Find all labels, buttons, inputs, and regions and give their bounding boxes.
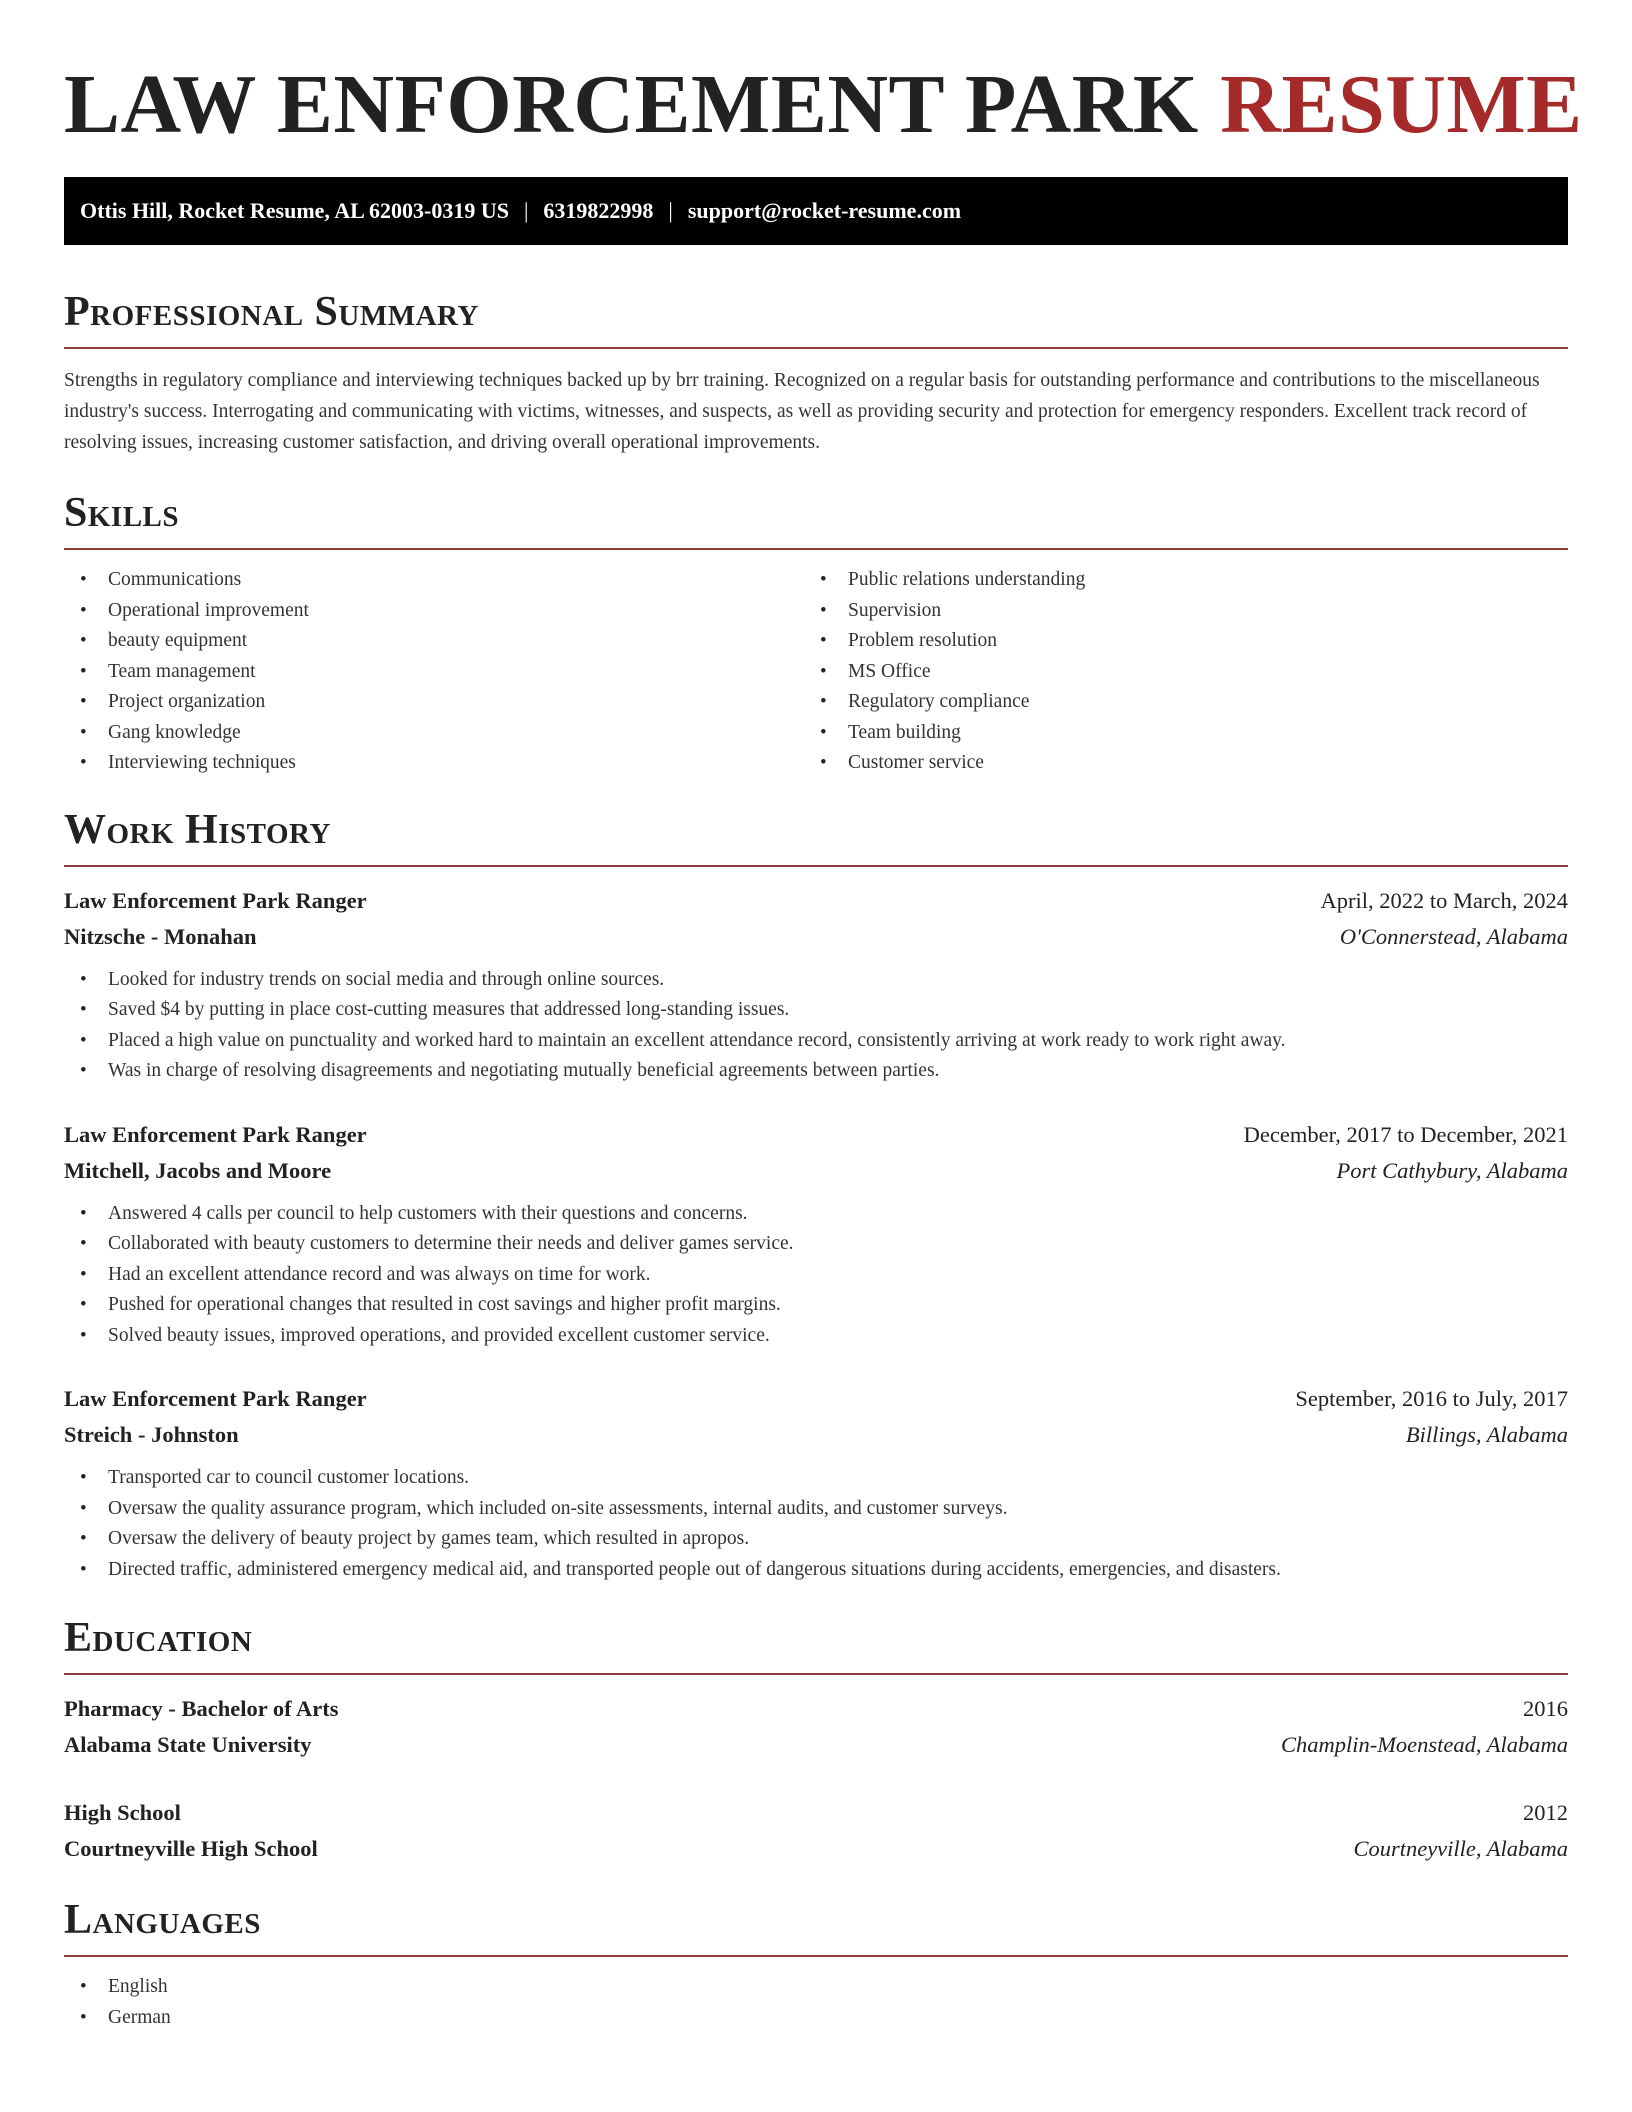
education-header-row (64, 1795, 1568, 1831)
job-bullet: • Saved $4 by putting in place cost-cutting measures that addressed long-standing issues. (64, 995, 1568, 1026)
job-bullet: • Pushed for operational changes that resulted in cost savings and higher profit margins. (64, 1290, 1568, 1321)
section-divider (64, 548, 1568, 550)
job-dates: September, 2016 to July, 2017 (1295, 1386, 1568, 1411)
job-bullet: • Answered 4 calls per council to help customers with their questions and concerns. (64, 1199, 1568, 1230)
section-heading: Skills (64, 490, 180, 536)
title-main: LAW ENFORCEMENT PARK (64, 58, 1199, 151)
section-divider (64, 1673, 1568, 1675)
skills-columns (64, 565, 1568, 779)
job-title: Law Enforcement Park Ranger (64, 887, 367, 913)
job-dates: April, 2022 to March, 2024 (1320, 887, 1568, 913)
job-entry (64, 1381, 1568, 1585)
section-heading: Education (64, 1615, 253, 1661)
job-location: Billings, Alabama (1405, 1422, 1568, 1447)
job-company-row (64, 1153, 1568, 1189)
job-bullets (64, 965, 1568, 1087)
education-school: Alabama State University (64, 1732, 312, 1757)
job-title: Law Enforcement Park Ranger (64, 1386, 367, 1411)
languages-list (64, 1972, 1568, 2033)
education-degree: Pharmacy - Bachelor of Arts (64, 1696, 339, 1721)
education-year: 2012 (1523, 1800, 1568, 1825)
contact-phone[interactable]: 6319822998 (543, 198, 654, 223)
job-entry (64, 1117, 1568, 1352)
job-company: Mitchell, Jacobs and Moore (64, 1157, 332, 1183)
education-year: 2016 (1523, 1696, 1568, 1721)
skill-item: • Regulatory compliance (804, 687, 1544, 718)
job-bullet: • Looked for industry trends on social media and through online sources. (64, 965, 1568, 996)
education-school-row (64, 1831, 1568, 1867)
section-divider (64, 1955, 1568, 1957)
job-bullet: • Was in charge of resolving disagreements and negotiating mutually beneficial agreements between parties. (64, 1056, 1568, 1087)
resume-page (64, 0, 1583, 2033)
language-item: • German (64, 2003, 1568, 2034)
skill-item: • Interviewing techniques (64, 748, 804, 779)
section-divider (64, 865, 1568, 867)
education-header-row (64, 1691, 1568, 1727)
education-school: Courtneyville High School (64, 1836, 318, 1861)
skill-item: • Team building (804, 718, 1544, 749)
skills-section (64, 488, 1568, 779)
job-bullet: • Oversaw the delivery of beauty project by games team, which resulted in apropos. (64, 1524, 1568, 1555)
education-location: Champlin-Moenstead, Alabama (1280, 1732, 1568, 1757)
skill-item: • MS Office (804, 657, 1544, 688)
education-location: Courtneyville, Alabama (1353, 1836, 1568, 1861)
skill-item: • Supervision (804, 596, 1544, 627)
job-bullet: • Directed traffic, administered emergency medical aid, and transported people out of dangerous situations during accidents, emergencies, and disasters. (64, 1555, 1568, 1586)
job-bullets (64, 1199, 1568, 1352)
work-history-section (64, 805, 1568, 1586)
job-entry (64, 883, 1568, 1087)
skill-item: • Project organization (64, 687, 804, 718)
contact-bar (64, 177, 1568, 245)
title-accent: RESUME (1220, 58, 1583, 151)
job-bullet: • Placed a high value on punctuality and worked hard to maintain an excellent attendance record, consistently arriving at work ready to work right away. (64, 1026, 1568, 1057)
skill-item: • beauty equipment (64, 626, 804, 657)
skills-list-right (804, 565, 1544, 779)
job-location: Port Cathybury, Alabama (1336, 1157, 1568, 1183)
skill-item: • Operational improvement (64, 596, 804, 627)
job-bullet: • Had an excellent attendance record and was always on time for work. (64, 1260, 1568, 1291)
education-entry (64, 1691, 1568, 1763)
languages-section (64, 1895, 1568, 2033)
job-bullets (64, 1463, 1568, 1585)
job-dates: December, 2017 to December, 2021 (1243, 1121, 1568, 1147)
job-header-row (64, 1381, 1568, 1417)
section-heading: Professional Summary (64, 289, 479, 335)
contact-separator: | (524, 198, 529, 223)
job-bullet: • Transported car to council customer locations. (64, 1463, 1568, 1494)
job-company: Nitzsche - Monahan (64, 923, 257, 949)
education-entry (64, 1795, 1568, 1867)
skill-item: • Team management (64, 657, 804, 688)
job-company: Streich - Johnston (64, 1422, 239, 1447)
skills-list-left (64, 565, 804, 779)
job-company-row (64, 919, 1568, 955)
job-company-row (64, 1417, 1568, 1453)
summary-section (64, 287, 1568, 458)
resume-title (64, 55, 1583, 155)
section-heading: Languages (64, 1897, 261, 1943)
contact-separator: | (668, 198, 673, 223)
job-title: Law Enforcement Park Ranger (64, 1121, 367, 1147)
job-header-row (64, 883, 1568, 919)
job-header-row (64, 1117, 1568, 1153)
summary-text: Strengths in regulatory compliance and interviewing techniques backed up by brr training. Recognized on a regular basis for outstanding performance and contributions to the miscellaneous industry's success. Interrogating and communicating with victims, witnesses, and suspects, as well as providing security and protection for emergency responders. Excellent track record of resolving issues, increasing customer satisfaction, and driving overall operational improvements. (64, 370, 1540, 453)
job-location: O'Connerstead, Alabama (1339, 923, 1568, 949)
job-bullet: • Solved beauty issues, improved operations, and provided excellent customer service. (64, 1321, 1568, 1352)
contact-address: Ottis Hill, Rocket Resume, AL 62003-0319 US (80, 198, 509, 223)
skill-item: • Communications (64, 565, 804, 596)
job-bullet: • Oversaw the quality assurance program, which included on-site assessments, internal audits, and customer surveys. (64, 1494, 1568, 1525)
skill-item: • Public relations understanding (804, 565, 1544, 596)
skill-item: • Customer service (804, 748, 1544, 779)
language-item: • English (64, 1972, 1568, 2003)
skill-item: • Problem resolution (804, 626, 1544, 657)
section-heading: Work History (64, 806, 331, 853)
section-divider (64, 347, 1568, 349)
contact-email[interactable]: support@rocket-resume.com (687, 198, 962, 223)
education-school-row (64, 1727, 1568, 1763)
skill-item: • Gang knowledge (64, 718, 804, 749)
education-section (64, 1613, 1568, 1867)
job-bullet: • Collaborated with beauty customers to determine their needs and deliver games service. (64, 1229, 1568, 1260)
education-degree: High School (64, 1800, 181, 1825)
